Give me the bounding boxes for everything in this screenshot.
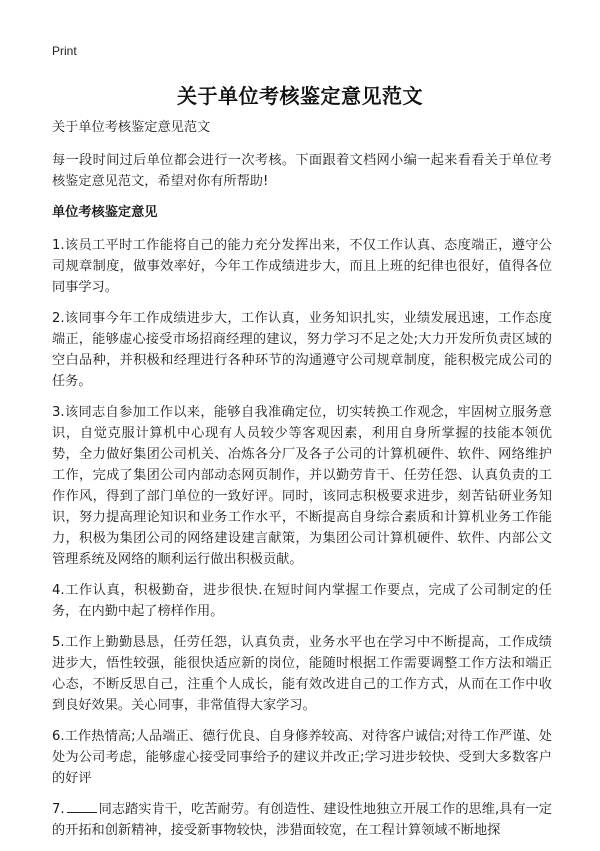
intro-paragraph: 每一段时间过后单位都会进行一次考核。下面跟着文档网小编一起来看看关于单位考核鉴定意见范文，希望对你有所帮助! bbox=[52, 153, 552, 189]
subtitle: 关于单位考核鉴定意见范文 bbox=[52, 120, 211, 135]
list-item: 1.该员工平时工作能将自己的能力充分发挥出来，不仅工作认真、态度端正，遵守公司规章制度，做事效率好，今年工作成绩进步大，而且上班的纪律也很好，值得各位同事学习。 bbox=[52, 238, 552, 295]
document-body bbox=[52, 117, 552, 851]
list-item: 4.工作认真，积极勤奋，进步很快.在短时间内掌握工作要点，完成了公司制定的任务，在内勤中起了榜样作用。 bbox=[52, 583, 552, 619]
list-item: 2.该同事今年工作成绩进步大，工作认真，业务知识扎实，业绩发展迅速，工作态度端正，能够虚心接受市场招商经理的建议，努力学习不足之处;大力开发所负责区域的空白品种，并积极和经理进行各种环节的沟通遵守公司规章制度，能积极完成公司的任务。 bbox=[52, 311, 552, 389]
print-link[interactable]: Print bbox=[52, 44, 77, 58]
document-title: 关于单位考核鉴定意见范文 bbox=[177, 84, 423, 108]
section-heading: 单位考核鉴定意见 bbox=[52, 205, 158, 220]
list-item: 3.该同志自参加工作以来，能够自我准确定位，切实转换工作观念，牢固树立服务意识，自觉克服计算机中心现有人员较少等客观因素，利用自身所掌握的技能本领优势，全力做好集团公司机关、冶炼各分厂及各子公司的计算机硬件、软件、网络维护工作，完成了集团公司内部动态网页制作，并以勤劳肯干、任劳任怨、认真负责的工作作风，得到了部门单位的一致好评。同时，该同志积极要求进步，刻苦钻研业务知识，努力提高理论知识和业务工作水平，不断提高自身综合素质和计算机业务工作能力，积极为集团公司的网络建设建言献策，为集团公司计算机硬件、软件、内部公文管理系统及网络的顺利运行做出积极贡献。 bbox=[52, 405, 552, 567]
list-item bbox=[52, 799, 552, 841]
item-text: 同志踏实肯干，吃苦耐劳。有创造性、建设性地独立开展工作的思维,具有一定的开拓和创新精神，接受新事物较快，涉猎面较宽，在工程计算领域不断地探 bbox=[52, 802, 552, 838]
blank-underline bbox=[67, 800, 97, 813]
item-number: 7. bbox=[52, 802, 65, 817]
list-item: 5.工作上勤勤恳恳，任劳任怨，认真负责，业务水平也在学习中不断提高，工作成绩进步大，悟性较强，能很快适应新的岗位，能随时根据工作需要调整工作方法和端正心态，不断反思自己，注重个人成长，能有效改进自己的工作方式，从而在工作中收到良好效果。关心同事，非常值得大家学习。 bbox=[52, 635, 552, 713]
list-item: 6.工作热情高;人品端正、德行优良、自身修养较高、对待客户诚信;对待工作严谨、处处为公司考虑，能够虚心接受同事给予的建议并改正;学习进步较快、受到大多数客户的好评 bbox=[52, 729, 552, 786]
